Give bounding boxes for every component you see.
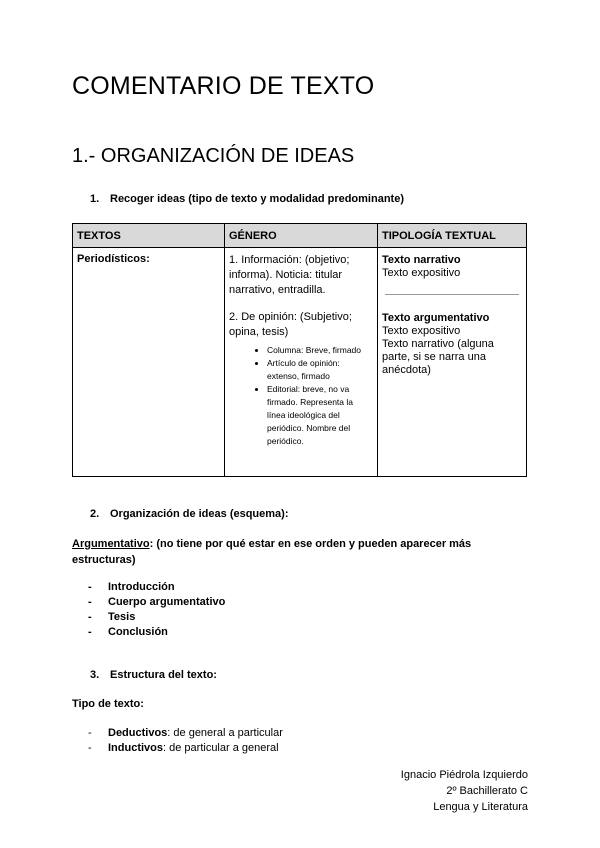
tipo-term: Inductivos — [108, 742, 164, 754]
list-item — [88, 741, 283, 756]
item-label: Organización de ideas (esquema): — [110, 508, 289, 520]
item-3 — [90, 669, 217, 681]
list-item: • Artículo de opinión: extenso, firmado — [267, 357, 373, 383]
cell-textos — [73, 248, 225, 477]
header-textos: TEXTOS — [73, 224, 225, 248]
signature-block — [401, 767, 528, 815]
list-item: - Cuerpo argumentativo — [88, 595, 225, 610]
genero-opinion: 2. De opinión: (Subjetivo; opina, tesis) — [229, 311, 352, 338]
argumentativo-title: Texto argumentativo — [382, 312, 490, 324]
item-number: 3. — [90, 669, 100, 681]
item-label: Recoger ideas (tipo de texto y modalidad predominante) — [110, 193, 404, 205]
author-course: 2º Bachillerato C — [446, 785, 528, 797]
tipo-label: Tipo de texto: — [72, 698, 144, 710]
item-number: 2. — [90, 508, 100, 520]
argumentativo-line-1: Texto expositivo — [382, 325, 461, 337]
item-1 — [90, 193, 404, 205]
header-genero: GÉNERO — [225, 224, 378, 248]
opinion-sublist — [229, 344, 373, 448]
list-item: - Tesis — [88, 610, 225, 625]
textos-value: Periodísticos: — [77, 253, 150, 265]
table-row — [73, 248, 527, 477]
document-title: COMENTARIO DE TEXTO — [72, 72, 375, 100]
list-item: • Columna: Breve, firmado — [267, 344, 373, 357]
narrativo-title: Texto narrativo — [382, 254, 461, 266]
section-title: 1.- ORGANIZACIÓN DE IDEAS — [72, 145, 355, 167]
author-subject: Lengua y Literatura — [433, 801, 528, 813]
argumentativo-text: : (no tiene por qué estar en ese orden y pueden aparecer más estructuras) — [72, 538, 472, 566]
narrativo-line: Texto expositivo — [382, 267, 461, 279]
tipo-term: Deductivos — [108, 727, 168, 739]
list-item: • Editorial: breve, no va firmado. Representa la línea ideológica del periódico. Nombre del periódico. — [267, 383, 373, 448]
item-number: 1. — [90, 193, 100, 205]
tipo-desc: : de general a particular — [167, 727, 283, 739]
author-name: Ignacio Piédrola Izquierdo — [400, 769, 528, 781]
argumentativo-paragraph — [72, 536, 532, 568]
genre-table — [72, 223, 527, 477]
list-item: - Conclusión — [88, 625, 225, 640]
tipo-list — [88, 726, 283, 756]
list-item — [88, 726, 283, 741]
list-item: - Introducción — [88, 580, 225, 595]
item-2 — [90, 508, 289, 520]
cell-genero — [225, 248, 378, 477]
genero-informacion: 1. Información: (objetivo; informa). Noticia: titular narrativo, entradilla. — [229, 254, 350, 296]
cell-tipologia — [378, 248, 527, 477]
tipo-desc: : de particular a general — [163, 742, 279, 754]
argumentativo-label: Argumentativo — [72, 538, 150, 550]
item-label: Estructura del texto: — [110, 669, 217, 681]
argumentativo-line-2: Texto narrativo (alguna parte, si se narra una anécdota) — [382, 338, 494, 376]
table-header-row — [73, 224, 527, 248]
header-tipologia: TIPOLOGÍA TEXTUAL — [378, 224, 527, 248]
argumentativo-list — [88, 580, 225, 640]
separator-line — [385, 294, 519, 295]
